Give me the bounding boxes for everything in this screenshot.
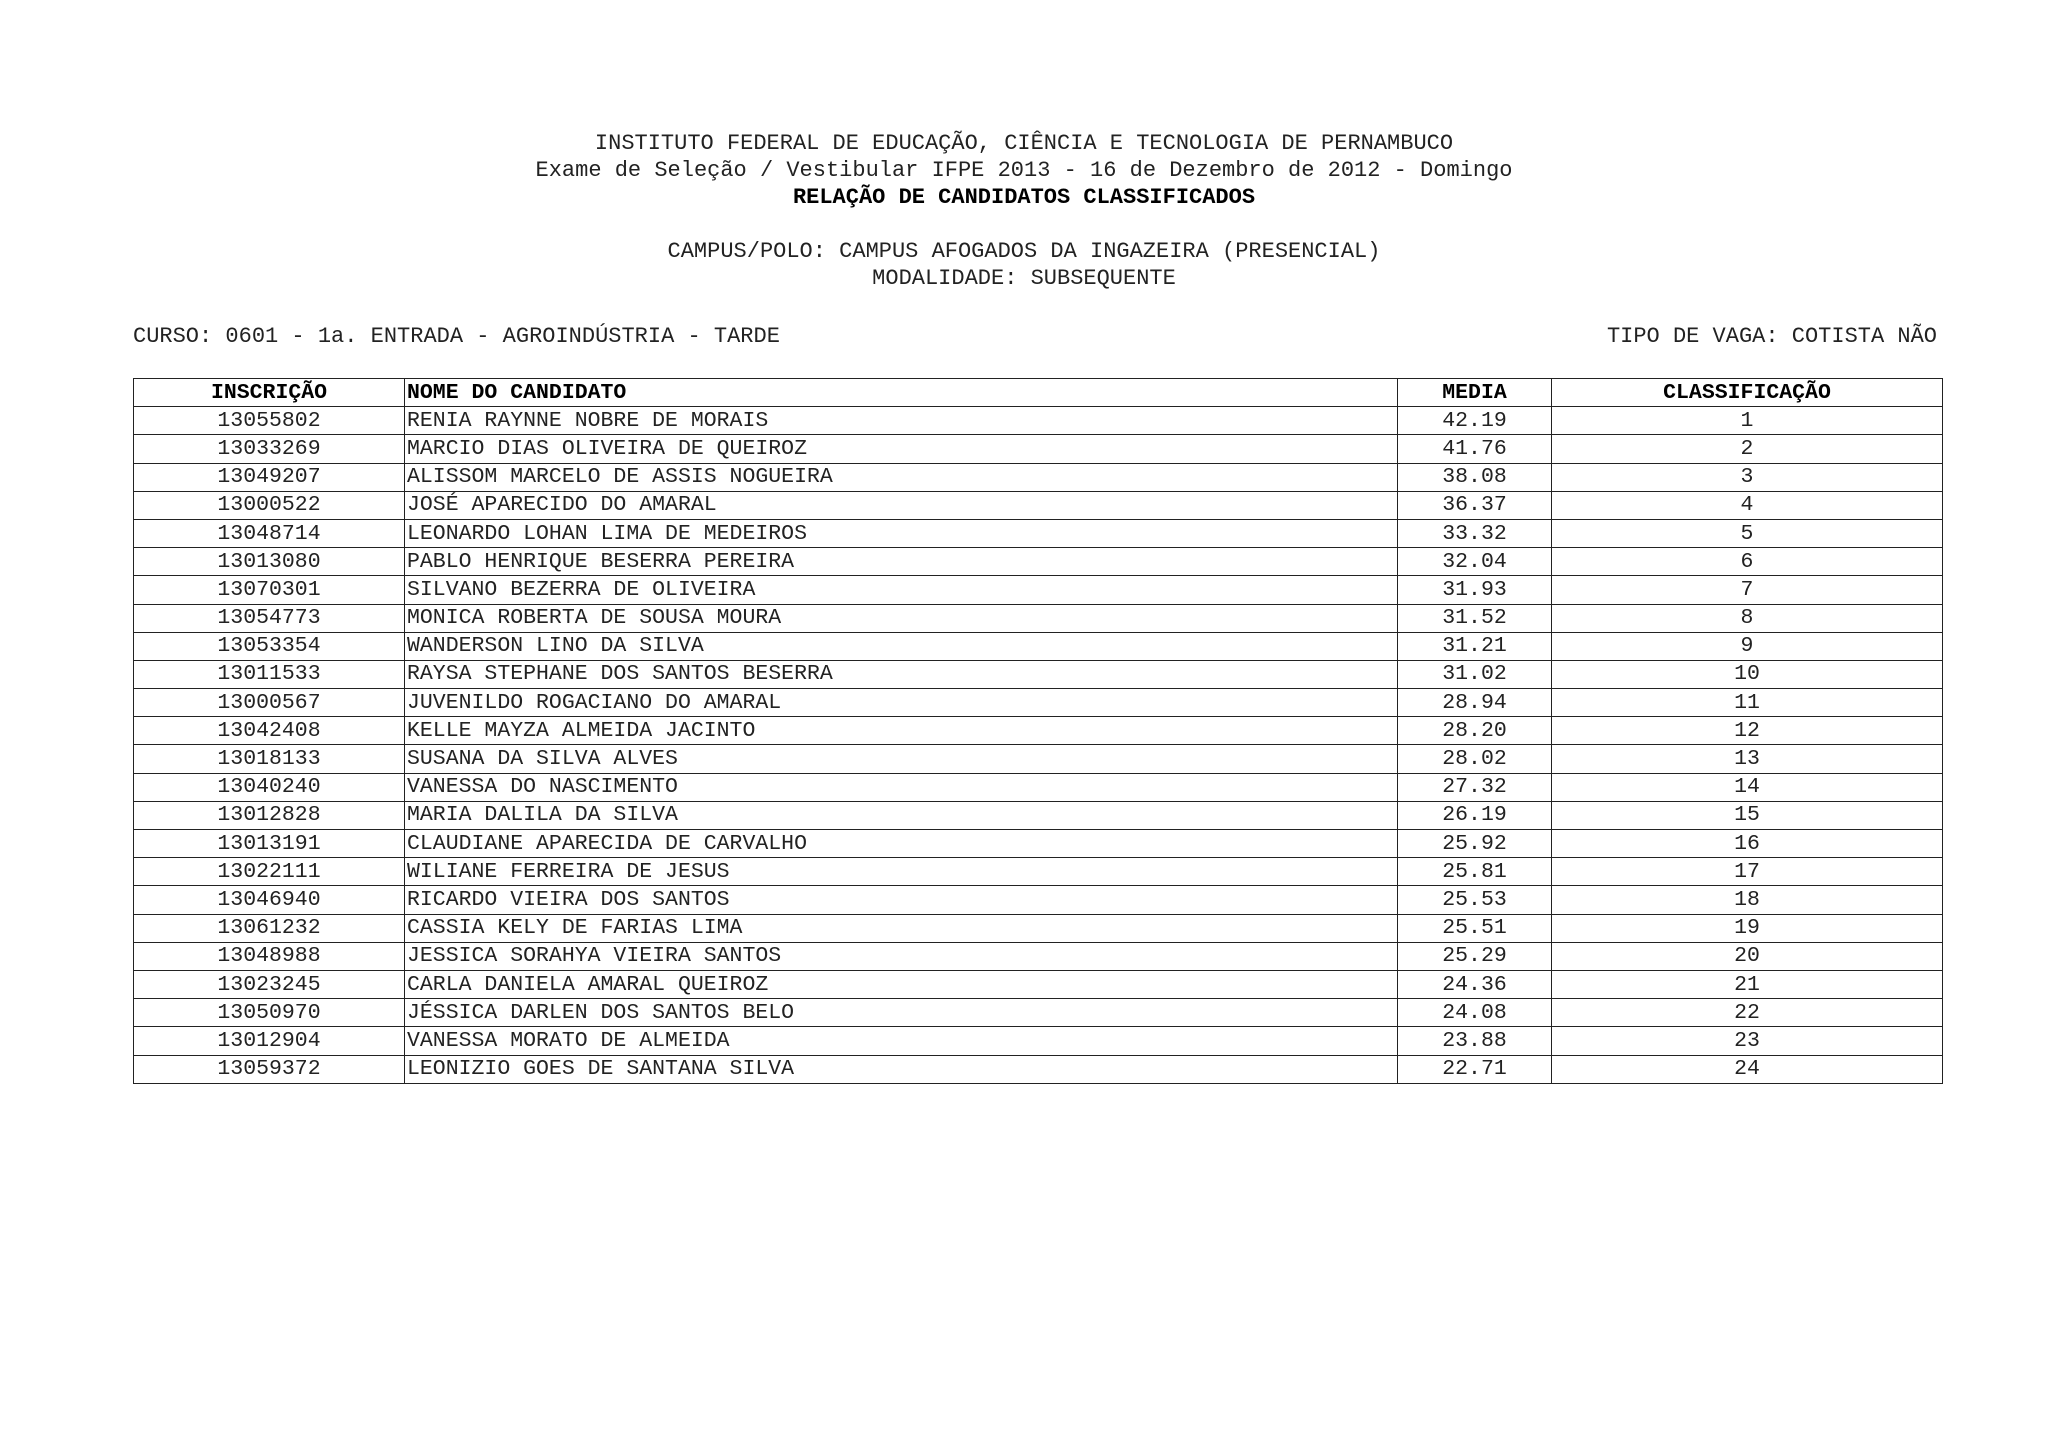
cell-classificacao: 2 (1552, 435, 1943, 463)
cell-media: 28.20 (1398, 717, 1552, 745)
cell-classificacao: 22 (1552, 999, 1943, 1027)
table-row (134, 519, 1943, 547)
cell-media: 28.94 (1398, 689, 1552, 717)
cell-classificacao: 21 (1552, 970, 1943, 998)
cell-classificacao: 7 (1552, 576, 1943, 604)
cell-classificacao: 19 (1552, 914, 1943, 942)
cell-inscricao: 13048988 (134, 942, 405, 970)
modality-label: MODALIDADE: SUBSEQUENTE (872, 266, 1176, 291)
cell-classificacao: 11 (1552, 689, 1943, 717)
cell-nome: PABLO HENRIQUE BESERRA PEREIRA (405, 548, 1398, 576)
cell-nome: JOSÉ APARECIDO DO AMARAL (405, 491, 1398, 519)
table-row (134, 463, 1943, 491)
cell-classificacao: 4 (1552, 491, 1943, 519)
cell-media: 36.37 (1398, 491, 1552, 519)
cell-media: 24.36 (1398, 970, 1552, 998)
cell-inscricao: 13022111 (134, 858, 405, 886)
cell-media: 24.08 (1398, 999, 1552, 1027)
table-row (134, 886, 1943, 914)
cell-nome: LEONARDO LOHAN LIMA DE MEDEIROS (405, 519, 1398, 547)
cell-classificacao: 16 (1552, 830, 1943, 858)
column-header-nome: NOME DO CANDIDATO (405, 379, 1398, 407)
cell-media: 25.53 (1398, 886, 1552, 914)
cell-nome: VANESSA MORATO DE ALMEIDA (405, 1027, 1398, 1055)
document-header (0, 130, 2048, 292)
table-row (134, 632, 1943, 660)
cell-nome: JUVENILDO ROGACIANO DO AMARAL (405, 689, 1398, 717)
cell-nome: JÉSSICA DARLEN DOS SANTOS BELO (405, 999, 1398, 1027)
cell-nome: CLAUDIANE APARECIDA DE CARVALHO (405, 830, 1398, 858)
vacancy-type-label: TIPO DE VAGA: COTISTA NÃO (1606, 324, 1937, 349)
cell-nome: WILIANE FERREIRA DE JESUS (405, 858, 1398, 886)
cell-classificacao: 17 (1552, 858, 1943, 886)
cell-inscricao: 13070301 (134, 576, 405, 604)
table-row (134, 830, 1943, 858)
cell-media: 33.32 (1398, 519, 1552, 547)
cell-inscricao: 13013080 (134, 548, 405, 576)
cell-nome: WANDERSON LINO DA SILVA (405, 632, 1398, 660)
table-row (134, 548, 1943, 576)
table-row (134, 689, 1943, 717)
list-title: RELAÇÃO DE CANDIDATOS CLASSIFICADOS (792, 185, 1256, 210)
cell-media: 22.71 (1398, 1055, 1552, 1083)
campus-label: CAMPUS/POLO: CAMPUS AFOGADOS DA INGAZEIRA (PRESENCIAL) (667, 239, 1381, 264)
table-row (134, 1027, 1943, 1055)
table-row (134, 999, 1943, 1027)
institution-name: INSTITUTO FEDERAL DE EDUCAÇÃO, CIÊNCIA E TECNOLOGIA DE PERNAMBUCO (594, 131, 1454, 156)
cell-nome: KELLE MAYZA ALMEIDA JACINTO (405, 717, 1398, 745)
cell-classificacao: 12 (1552, 717, 1943, 745)
cell-inscricao: 13033269 (134, 435, 405, 463)
cell-media: 31.02 (1398, 660, 1552, 688)
cell-inscricao: 13042408 (134, 717, 405, 745)
cell-inscricao: 13011533 (134, 660, 405, 688)
table-row (134, 801, 1943, 829)
cell-classificacao: 9 (1552, 632, 1943, 660)
table-row (134, 576, 1943, 604)
course-label: CURSO: 0601 - 1a. ENTRADA - AGROINDÚSTRIA - TARDE (133, 324, 780, 349)
cell-media: 23.88 (1398, 1027, 1552, 1055)
cell-inscricao: 13055802 (134, 407, 405, 435)
cell-nome: VANESSA DO NASCIMENTO (405, 773, 1398, 801)
cell-classificacao: 24 (1552, 1055, 1943, 1083)
cell-nome: CARLA DANIELA AMARAL QUEIROZ (405, 970, 1398, 998)
cell-inscricao: 13049207 (134, 463, 405, 491)
cell-nome: SILVANO BEZERRA DE OLIVEIRA (405, 576, 1398, 604)
cell-classificacao: 1 (1552, 407, 1943, 435)
table-row (134, 942, 1943, 970)
cell-nome: RAYSA STEPHANE DOS SANTOS BESERRA (405, 660, 1398, 688)
results-table (133, 378, 1943, 1084)
cell-media: 38.08 (1398, 463, 1552, 491)
cell-nome: CASSIA KELY DE FARIAS LIMA (405, 914, 1398, 942)
cell-media: 26.19 (1398, 801, 1552, 829)
table-row (134, 604, 1943, 632)
table-row (134, 435, 1943, 463)
cell-nome: MONICA ROBERTA DE SOUSA MOURA (405, 604, 1398, 632)
cell-inscricao: 13054773 (134, 604, 405, 632)
cell-nome: MARCIO DIAS OLIVEIRA DE QUEIROZ (405, 435, 1398, 463)
cell-classificacao: 3 (1552, 463, 1943, 491)
column-header-inscricao: INSCRIÇÃO (134, 379, 405, 407)
cell-inscricao: 13000522 (134, 491, 405, 519)
cell-inscricao: 13059372 (134, 1055, 405, 1083)
cell-classificacao: 23 (1552, 1027, 1943, 1055)
cell-media: 31.93 (1398, 576, 1552, 604)
cell-classificacao: 15 (1552, 801, 1943, 829)
cell-nome: MARIA DALILA DA SILVA (405, 801, 1398, 829)
cell-media: 31.52 (1398, 604, 1552, 632)
cell-inscricao: 13018133 (134, 745, 405, 773)
cell-media: 28.02 (1398, 745, 1552, 773)
cell-inscricao: 13053354 (134, 632, 405, 660)
cell-media: 41.76 (1398, 435, 1552, 463)
cell-inscricao: 13012904 (134, 1027, 405, 1055)
cell-inscricao: 13023245 (134, 970, 405, 998)
cell-classificacao: 8 (1552, 604, 1943, 632)
table-body (134, 407, 1943, 1084)
column-header-classificacao: CLASSIFICAÇÃO (1552, 379, 1943, 407)
cell-inscricao: 13046940 (134, 886, 405, 914)
cell-nome: LEONIZIO GOES DE SANTANA SILVA (405, 1055, 1398, 1083)
cell-nome: JESSICA SORAHYA VIEIRA SANTOS (405, 942, 1398, 970)
cell-media: 25.51 (1398, 914, 1552, 942)
table-row (134, 914, 1943, 942)
cell-nome: SUSANA DA SILVA ALVES (405, 745, 1398, 773)
cell-nome: RICARDO VIEIRA DOS SANTOS (405, 886, 1398, 914)
cell-inscricao: 13040240 (134, 773, 405, 801)
column-header-media: MEDIA (1398, 379, 1552, 407)
table-row (134, 407, 1943, 435)
cell-inscricao: 13000567 (134, 689, 405, 717)
cell-media: 25.29 (1398, 942, 1552, 970)
cell-inscricao: 13013191 (134, 830, 405, 858)
cell-classificacao: 14 (1552, 773, 1943, 801)
exam-title: Exame de Seleção / Vestibular IFPE 2013 - 16 de Dezembro de 2012 - Domingo (535, 158, 1513, 183)
cell-classificacao: 10 (1552, 660, 1943, 688)
cell-classificacao: 13 (1552, 745, 1943, 773)
cell-classificacao: 6 (1552, 548, 1943, 576)
cell-media: 25.92 (1398, 830, 1552, 858)
cell-media: 31.21 (1398, 632, 1552, 660)
cell-inscricao: 13048714 (134, 519, 405, 547)
cell-classificacao: 20 (1552, 942, 1943, 970)
cell-inscricao: 13061232 (134, 914, 405, 942)
table-row (134, 773, 1943, 801)
cell-inscricao: 13012828 (134, 801, 405, 829)
table-row (134, 745, 1943, 773)
cell-media: 27.32 (1398, 773, 1552, 801)
table-row (134, 970, 1943, 998)
table-row (134, 717, 1943, 745)
cell-classificacao: 18 (1552, 886, 1943, 914)
table-row (134, 491, 1943, 519)
cell-classificacao: 5 (1552, 519, 1943, 547)
cell-nome: ALISSOM MARCELO DE ASSIS NOGUEIRA (405, 463, 1398, 491)
cell-media: 32.04 (1398, 548, 1552, 576)
cell-nome: RENIA RAYNNE NOBRE DE MORAIS (405, 407, 1398, 435)
cell-inscricao: 13050970 (134, 999, 405, 1027)
cell-media: 25.81 (1398, 858, 1552, 886)
table-row (134, 660, 1943, 688)
table-header-row (134, 379, 1943, 407)
cell-media: 42.19 (1398, 407, 1552, 435)
table-row (134, 858, 1943, 886)
table-row (134, 1055, 1943, 1083)
